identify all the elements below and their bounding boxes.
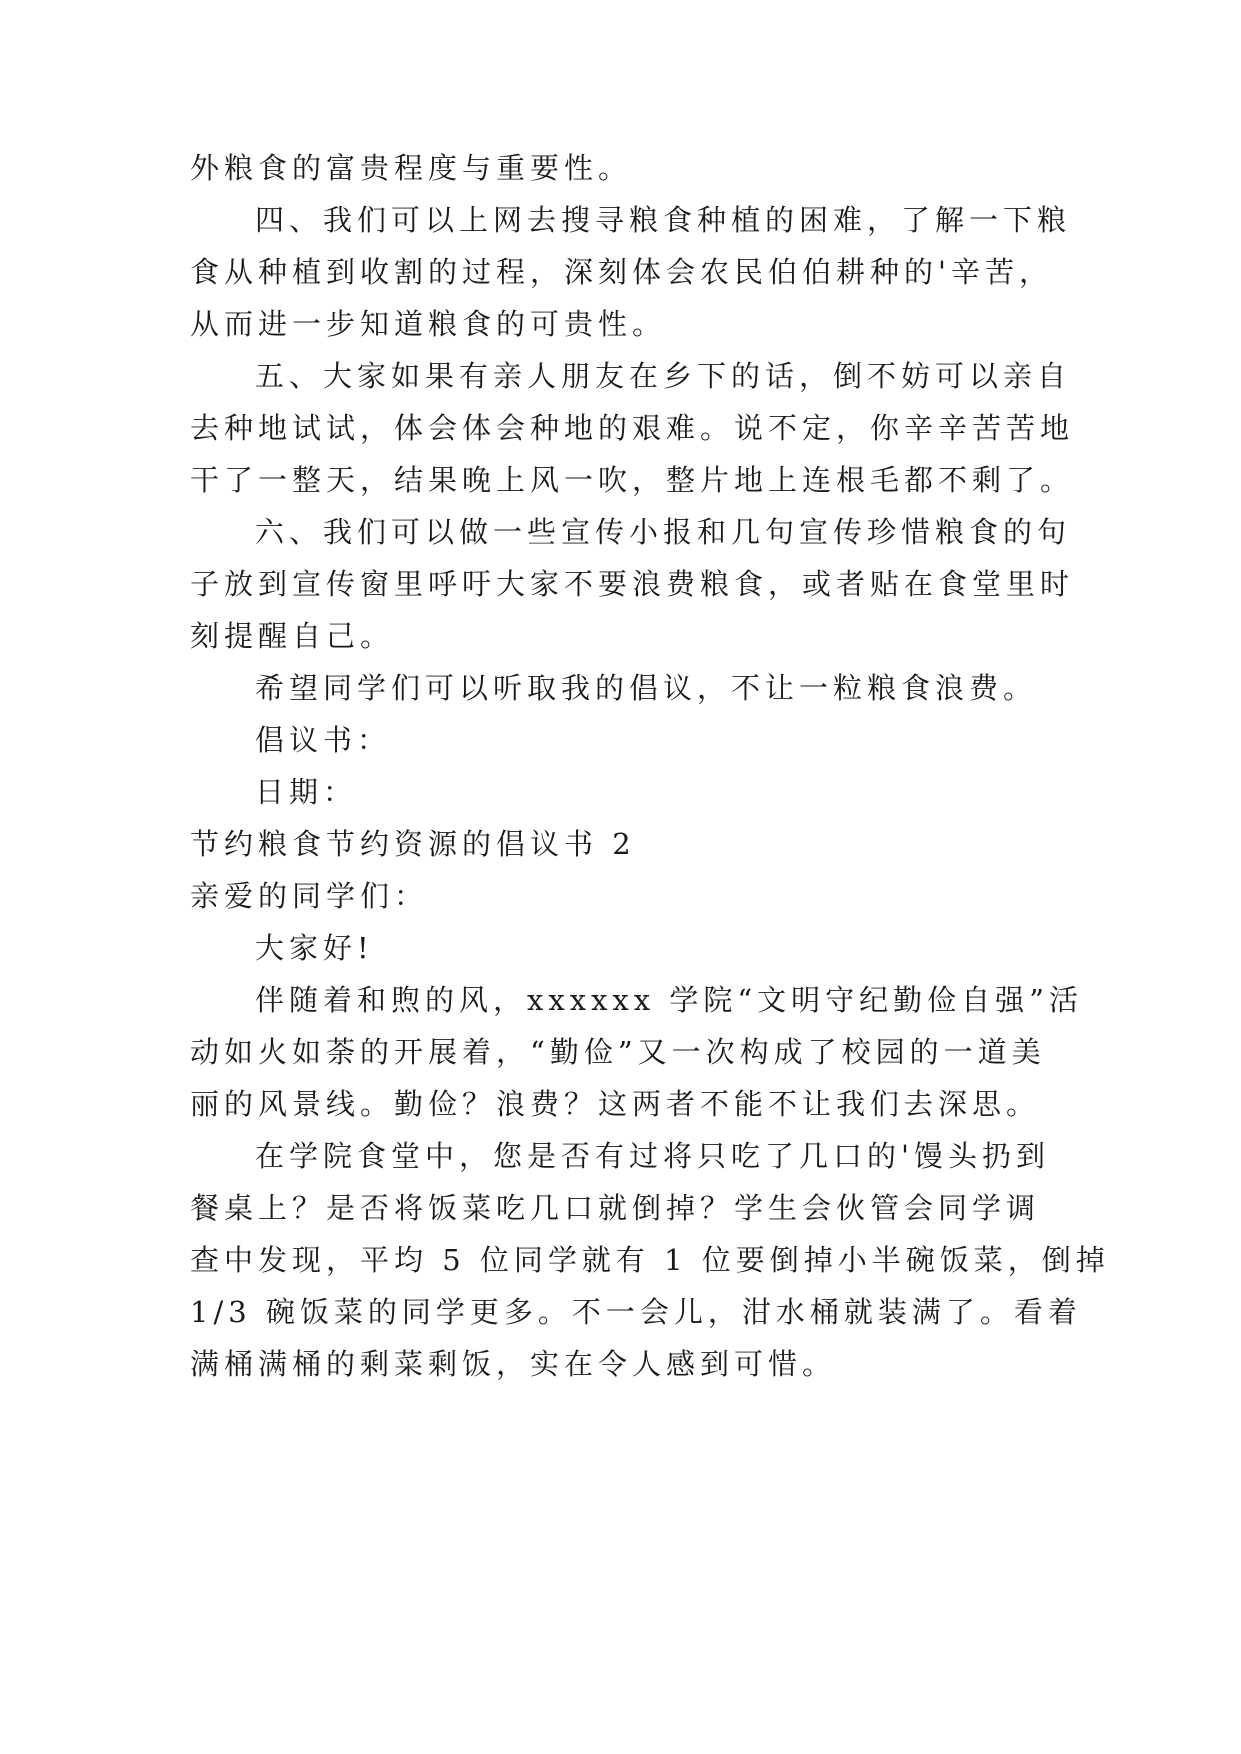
salutation: 亲爱的同学们：: [190, 879, 429, 913]
text-line: 刻提醒自己。: [190, 619, 395, 653]
text-line: 1/3 碗饭菜的同学更多。不一会儿，泔水桶就装满了。看着: [190, 1295, 1082, 1329]
section-title: 节约粮食节约资源的倡议书 2: [190, 827, 636, 861]
text-line: 外粮食的富贵程度与重要性。: [190, 151, 633, 185]
text-line: 子放到宣传窗里呼吁大家不要浪费粮食，或者贴在食堂里时: [190, 567, 1075, 601]
text-line: 查中发现，平均 5 位同学就有 1 位要倒掉小半碗饭菜，倒掉: [190, 1243, 1110, 1277]
text-line: 动如火如荼的开展着，“勤俭”又一次构成了校园的一道美: [190, 1035, 1046, 1069]
paragraph-line: 伴随着和煦的风，xxxxxx 学院“文明守纪勤俭自强”活: [255, 983, 1084, 1017]
text-line: 去种地试试，体会体会种地的艰难。说不定，你辛辛苦苦地: [190, 411, 1075, 445]
text-line: 餐桌上？是否将饭菜吃几口就倒掉？学生会伙管会同学调: [190, 1191, 1041, 1225]
paragraph-line: 五、大家如果有亲人朋友在乡下的话，倒不妨可以亲自: [255, 359, 1072, 393]
paragraph-line: 在学院食堂中，您是否有过将只吃了几口的'馒头扔到: [255, 1139, 1050, 1173]
text-line: 干了一整天，结果晚上风一吹，整片地上连根毛都不剩了。: [190, 463, 1075, 497]
paragraph-line: 希望同学们可以听取我的倡议，不让一粒粮食浪费。: [255, 671, 1038, 705]
greeting: 大家好!: [255, 931, 374, 965]
text-line: 满桶满桶的剩菜剩饭，实在令人感到可惜。: [190, 1347, 837, 1381]
date-label: 日期：: [255, 775, 358, 809]
text-line: 丽的风景线。勤俭？浪费？这两者不能不让我们去深思。: [190, 1087, 1041, 1121]
text-line: 食从种植到收割的过程，深刻体会农民伯伯耕种的'辛苦，: [190, 255, 1053, 289]
paragraph-line: 四、我们可以上网去搜寻粮食种植的困难，了解一下粮: [255, 203, 1072, 237]
text-line: 从而进一步知道粮食的可贵性。: [190, 307, 667, 341]
signature-label: 倡议书：: [255, 723, 392, 757]
paragraph-line: 六、我们可以做一些宣传小报和几句宣传珍惜粮食的句: [255, 515, 1072, 549]
